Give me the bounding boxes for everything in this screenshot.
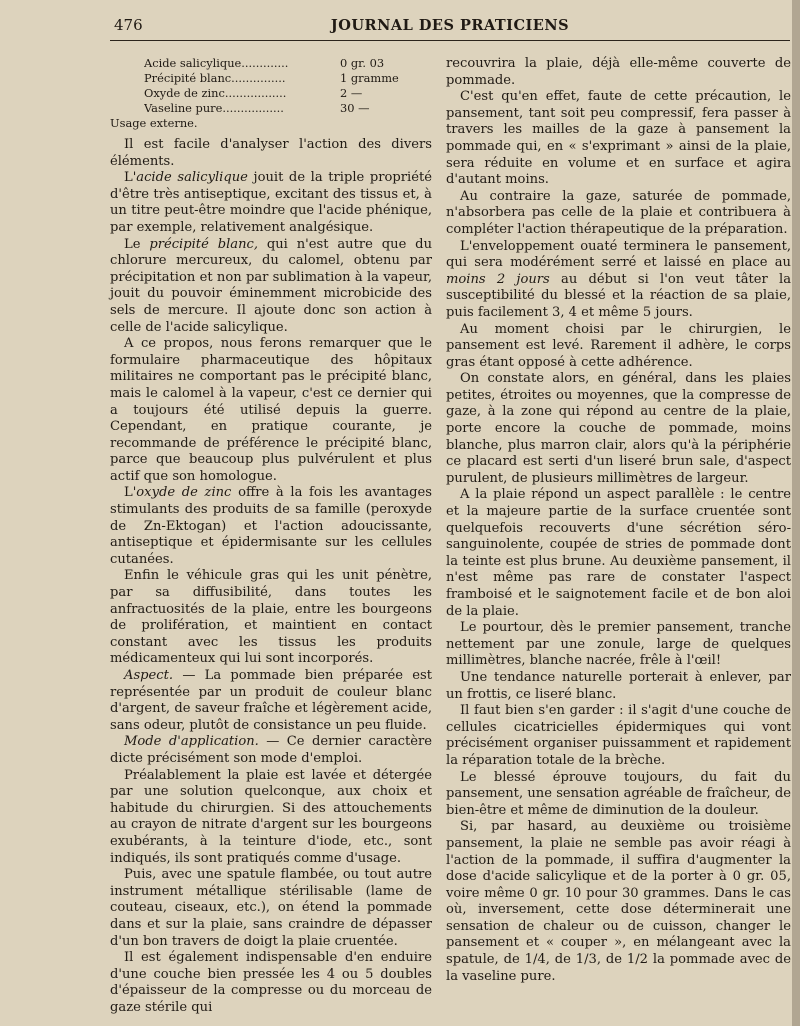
paragraph xyxy=(110,668,432,734)
ingredient-quantity: 1 gramme xyxy=(340,71,399,85)
italic-term: Mode d'application. xyxy=(124,734,259,750)
paragraph-text: Il faut bien s'en garder : il s'agit d'une couche de cellules cicatricielles épidermiques qui vont précisément organiser puissamment et rapidement la réparation totale de la brèche. xyxy=(446,703,791,768)
paragraph xyxy=(110,867,432,950)
ingredient-name: Vaseline pure................. xyxy=(144,101,284,115)
formula-row xyxy=(144,71,432,86)
ingredient-quantity: 30 — xyxy=(340,101,370,115)
paragraph xyxy=(446,189,791,239)
page-number: 476 xyxy=(114,16,143,34)
paragraph-text: Si, par hasard, au deuxième ou troisième pansement, la plaie ne semble pas avoir réagi à l'action de la pommade, il suffira d'augmenter la dose d'acide salicylique et de la porter à 0 gr. 05, voire même 0 gr. 10 pour 30 grammes. Dans le cas où, inversement, cette dose déterminerait une sensation de chaleur ou de cuisson, changer le pansement et « couper », en mélangeant avec la spatule, de 1/4, de 1/3, de 1/2 la pommade avec de la vaseline pure. xyxy=(446,819,791,984)
paragraph-text: — La pommade bien préparée est représentée par un produit de couleur blanc d'argent, de saveur fraîche et légèrement acide, sans odeur, plutôt de consistance un peu fluide. xyxy=(110,668,432,733)
paragraph-text: A ce propos, nous ferons remarquer que le formulaire pharmaceutique des hôpitaux militaires ne comportant pas le précipité blanc, mais le calomel à la vapeur, c'est ce dernier qui a toujours été utilisé depuis la guerre. Cependant, en pratique courante, je recommande de préférence le précipité blanc, parce que beaucoup plus pulvérulent et plus actif que son homologue. xyxy=(110,336,432,484)
italic-term: Aspect. xyxy=(124,668,174,683)
paragraph xyxy=(446,620,791,670)
paragraph xyxy=(446,89,791,189)
paragraph-text: — Ce dernier caractère dicte précisément son mode d'emploi. xyxy=(110,734,432,766)
paragraph xyxy=(110,336,432,485)
paragraph xyxy=(110,568,432,668)
italic-term: moins 2 jours xyxy=(446,271,550,287)
left-body-text xyxy=(110,137,432,1016)
paragraph-text: Il est également indispensable d'en enduire d'une couche bien pressée les 4 ou 5 doubles d'épaisseur de la compresse ou du morceau de gaze stérile qui xyxy=(110,950,432,1015)
italic-term: précipité blanc, xyxy=(149,236,258,252)
paragraph-text: Au contraire la gaze, saturée de pommade, n'absorbera pas celle de la plaie et contribuera à compléter l'action thérapeutique de la préparation. xyxy=(446,188,791,237)
paragraph xyxy=(110,485,432,568)
paragraph-text: recouvrira la plaie, déjà elle-même couverte de pommade. xyxy=(446,56,791,88)
prescription-formula xyxy=(144,56,432,116)
italic-term: acide salicylique xyxy=(136,170,248,186)
right-body-text xyxy=(446,56,791,985)
paragraph-text: On constate alors, en général, dans les plaies petites, étroites ou moyennes, que la compresse de gaze, à la zone qui répond au centre de la plaie, porte encore la couche de pommade, moins blanche, plus marron clair, alors qu'à la périphérie ce placard est serti d'un liseré brun sale, d'aspect purulent, de plusieurs millimètres de largeur. xyxy=(446,371,791,486)
paragraph xyxy=(110,734,432,767)
paragraph xyxy=(110,137,432,170)
formula-row xyxy=(144,56,432,71)
paragraph xyxy=(446,239,791,322)
paragraph-text: Il est facile d'analyser l'action des divers éléments. xyxy=(110,137,432,169)
page-header xyxy=(110,14,790,41)
paragraph-text: jouit de la triple propriété d'être très antiseptique, excitant des tissus et, à un titre peut-être moindre que l'acide phénique, par exemple, relativement analgésique. xyxy=(110,170,432,235)
ingredient-name: Précipité blanc............... xyxy=(144,71,286,85)
paragraph xyxy=(110,768,432,868)
paragraph-lead: L'enveloppement ouaté terminera le pansement, qui sera modérément serré et laissé en place au xyxy=(446,238,791,271)
ingredient-quantity: 0 gr. 03 xyxy=(340,56,385,70)
ingredient-quantity: 2 — xyxy=(340,86,363,100)
paragraph xyxy=(446,56,791,89)
formula-row xyxy=(144,101,432,116)
paragraph xyxy=(446,487,791,620)
paragraph-text: offre à la fois les avantages stimulants des produits de sa famille (peroxyde de Zn-Ektogan) et l'action adoucissante, antiseptique et épidermisante sur les cellules cutanées. xyxy=(110,485,433,567)
paragraph-text: qui n'est autre que du chlorure mercureux, du calomel, obtenu par précipitation et non par sublimation à la vapeur, jouit du pouvoir éminemment microbicide des sels de mercure. Il ajoute donc son action à celle de l'acide salicylique. xyxy=(110,236,433,335)
ingredient-name: Acide salicylique............. xyxy=(144,56,289,70)
paragraph-text: au début si l'on veut tâter la susceptibilité du blessé et la réaction de sa plaie, puis facilement 3, 4 et même 5 jours. xyxy=(446,271,791,320)
right-column xyxy=(446,56,791,985)
paragraph-text: Puis, avec une spatule flambée, ou tout autre instrument métallique stérilisable (lame de couteau, ciseaux, etc.), on étend la pommade dans et sur la plaie, sans craindre de dépasser d'un bon travers de doigt la plaie cruentée. xyxy=(110,867,432,949)
paragraph xyxy=(446,322,791,372)
paragraph-text: Préalablement la plaie est lavée et détergée par une solution quelconque, aux choix et habitude du chirurgien. Si des attouchements au crayon de nitrate d'argent sur les bourgeons exubérants, à la teinture d'iode, etc., sont indiqués, ils sont pratiqués comme d'usage. xyxy=(110,767,432,866)
paragraph xyxy=(446,819,791,985)
paragraph-text: Une tendance naturelle porterait à enlever, par un frottis, ce liseré blanc. xyxy=(446,669,791,702)
paragraph-text: Le blessé éprouve toujours, du fait du pansement, une sensation agréable de fraîcheur, de bien-être et même de diminution de la douleur. xyxy=(446,769,791,818)
italic-term: oxyde de zinc xyxy=(136,485,232,501)
journal-title: JOURNAL DES PRATICIENS xyxy=(330,17,570,34)
paragraph xyxy=(446,371,791,487)
paragraph-text: A la plaie répond un aspect parallèle : le centre et la majeure partie de la surface cruentée sont quelquefois recouverts d'une sécrétion séro-sanguinolente, coupée de stries de pommade dont la teinte est plus brune. Au deuxième pansement, il n'est même pas rare de constater l'aspect framboisé et le saignotement facile et de bon aloi de la plaie. xyxy=(446,487,791,619)
paragraph-text: Enfin le véhicule gras qui les unit pénètre, par sa diffusibilité, dans toutes les anfractuosités de la plaie, entre les bourgeons de prolifération, et maintient en contact constant avec les tissus les produits médicamenteux qui lui sont incorporés. xyxy=(110,568,432,667)
paragraph-lead: Le xyxy=(124,236,150,252)
usage-note: Usage externe. xyxy=(110,116,198,130)
paragraph xyxy=(446,703,791,769)
paragraph xyxy=(110,237,432,337)
paragraph-text: Au moment choisi par le chirurgien, le pansement est levé. Rarement il adhère, le corps gras étant opposé à cette adhérence. xyxy=(446,321,791,370)
left-column xyxy=(110,56,432,1016)
paragraph-lead: L' xyxy=(124,485,137,501)
paragraph xyxy=(110,950,432,1016)
paragraph xyxy=(446,770,791,820)
paragraph xyxy=(110,170,432,236)
paragraph-lead: L' xyxy=(124,170,137,186)
formula-row xyxy=(144,86,432,101)
ingredient-name: Oxyde de zinc................. xyxy=(144,86,287,100)
paragraph-text: C'est qu'en effet, faute de cette précaution, le pansement, tant soit peu compressif, fera passer à travers les mailles de la gaze à pansement la pommade qui, en « s'exprimant » ainsi de la plaie, sera réduite en volume et en surface et agira d'autant moins. xyxy=(446,89,791,188)
paragraph xyxy=(446,670,791,703)
paragraph-text: Le pourtour, dès le premier pansement, tranche nettement par une zonule, large de quelques millimètres, blanche nacrée, frêle à l'œil! xyxy=(446,620,791,669)
